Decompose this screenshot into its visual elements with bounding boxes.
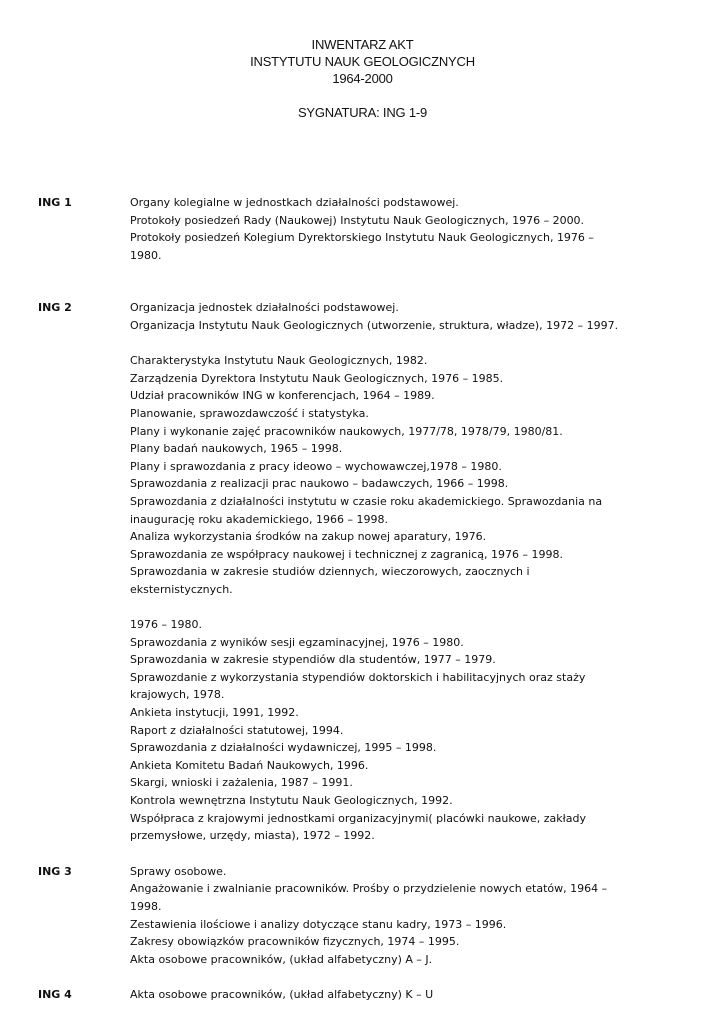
entry-item: Sprawozdania ze współpracy naukowej i technicznej z zagranicą, 1976 – 1998.	[130, 547, 563, 561]
entry-item: Organy kolegialne w jednostkach działalności podstawowej.	[130, 196, 459, 209]
entry-item: Zarządzenia Dyrektora Instytutu Nauk Geologicznych, 1976 – 1985.	[130, 371, 504, 385]
entry-item: Zakresy obowiązków pracowników fizycznych, 1974 – 1995.	[130, 935, 460, 949]
entry-item: Akta osobowe pracowników, (układ alfabetyczny) A – J.	[130, 952, 433, 966]
entry-item: Charakterystyka Instytutu Nauk Geologicznych, 1982.	[130, 354, 428, 368]
entry-code: ING 2	[38, 301, 72, 315]
inventory-list	[0, 194, 725, 1004]
entry-item: Ankieta Komitetu Badań Naukowych, 1996.	[130, 758, 369, 772]
entry-ing-2	[0, 299, 725, 844]
header-signature: SYGNATURA: ING 1-9	[297, 105, 428, 120]
entry-item: Sprawozdanie z wykorzystania stypendiów doktorskich i habilitacyjnych oraz staży krajowych, 1978.	[130, 670, 586, 702]
entry-item: Organizacja Instytutu Nauk Geologicznych (utworzenie, struktura, władze), 1972 – 1997.	[130, 318, 619, 332]
entry-item: Udział pracowników ING w konferencjach, 1964 – 1989.	[130, 389, 435, 403]
entry-item: Protokoły posiedzeń Kolegium Dyrektorskiego Instytutu Nauk Geologicznych, 1976 – 1980.	[130, 231, 594, 262]
entry-item: Zestawienia ilościowe i analizy dotyczące stanu kadry, 1973 – 1996.	[130, 917, 507, 931]
entry-code: ING 3	[38, 864, 72, 878]
entry-item: Sprawozdania z działalności wydawniczej, 1995 – 1998.	[130, 741, 437, 755]
entry-items	[130, 986, 625, 1004]
document-header	[0, 36, 725, 121]
entry-item: Współpraca z krajowymi jednostkami organizacyjnymi( placówki naukowe, zakłady przemysłowe, urzędy, miasta), 1972 – 1992.	[130, 811, 587, 843]
header-institution: INSTYTUTU NAUK GEOLOGICZNYCH	[250, 54, 475, 69]
entry-items	[130, 863, 625, 969]
entry-item: Planowanie, sprawozdawczość i statystyka.	[130, 406, 369, 420]
entry-item: Sprawozdania w zakresie studiów dziennych, wieczorowych, zaocznych i eksternistycznych.	[130, 565, 530, 596]
entry-items	[130, 299, 625, 844]
header-years: 1964-2000	[332, 71, 393, 86]
entry-item: Sprawozdania w zakresie stypendiów dla studentów, 1977 – 1979.	[130, 653, 496, 667]
entry-item: Organizacja jednostek działalności podstawowej.	[130, 301, 399, 315]
entry-item: Raport z działalności statutowej, 1994.	[130, 723, 344, 737]
entry-item: Sprawozdania z wyników sesji egzaminacyjnej, 1976 – 1980.	[130, 635, 464, 649]
entry-item: Plany i sprawozdania z pracy ideowo – wychowawczej,1978 – 1980.	[130, 459, 502, 473]
entry-item: Sprawy osobowe.	[130, 864, 227, 878]
entry-item: Sprawozdania z działalności instytutu w czasie roku akademickiego. Sprawozdania na inaugurację roku akademickiego, 1966 – 1998.	[130, 494, 603, 526]
entry-item: Akta osobowe pracowników, (układ alfabetyczny) K – U	[130, 988, 434, 1002]
entry-item: Plany badań naukowych, 1965 – 1998.	[130, 442, 343, 456]
header-title: INWENTARZ AKT	[311, 37, 414, 52]
entry-item: Protokoły posiedzeń Rady (Naukowej) Instytutu Nauk Geologicznych, 1976 – 2000.	[130, 213, 585, 227]
entry-item: Analiza wykorzystania środków na zakup nowej aparatury, 1976.	[130, 530, 487, 544]
entry-code: ING 4	[38, 988, 72, 1002]
entry-code: ING 1	[38, 196, 72, 209]
entry-items	[130, 194, 625, 264]
entry-item: 1976 – 1980.	[130, 618, 202, 632]
entry-ing-4	[0, 986, 725, 1004]
entry-item: Sprawozdania z realizacji prac naukowo – badawczych, 1966 – 1998.	[130, 477, 509, 491]
entry-item: Angażowanie i zwalnianie pracowników. Prośby o przydzielenie nowych etatów, 1964 – 1998.	[130, 882, 608, 913]
entry-ing-1	[0, 194, 725, 264]
entry-item: Plany i wykonanie zajęć pracowników naukowych, 1977/78, 1978/79, 1980/81.	[130, 424, 563, 438]
entry-item: Kontrola wewnętrzna Instytutu Nauk Geologicznych, 1992.	[130, 794, 453, 807]
entry-item: Skargi, wnioski i zażalenia, 1987 – 1991.	[130, 776, 353, 790]
entry-ing-3	[0, 863, 725, 969]
entry-item: Ankieta instytucji, 1991, 1992.	[130, 706, 299, 720]
